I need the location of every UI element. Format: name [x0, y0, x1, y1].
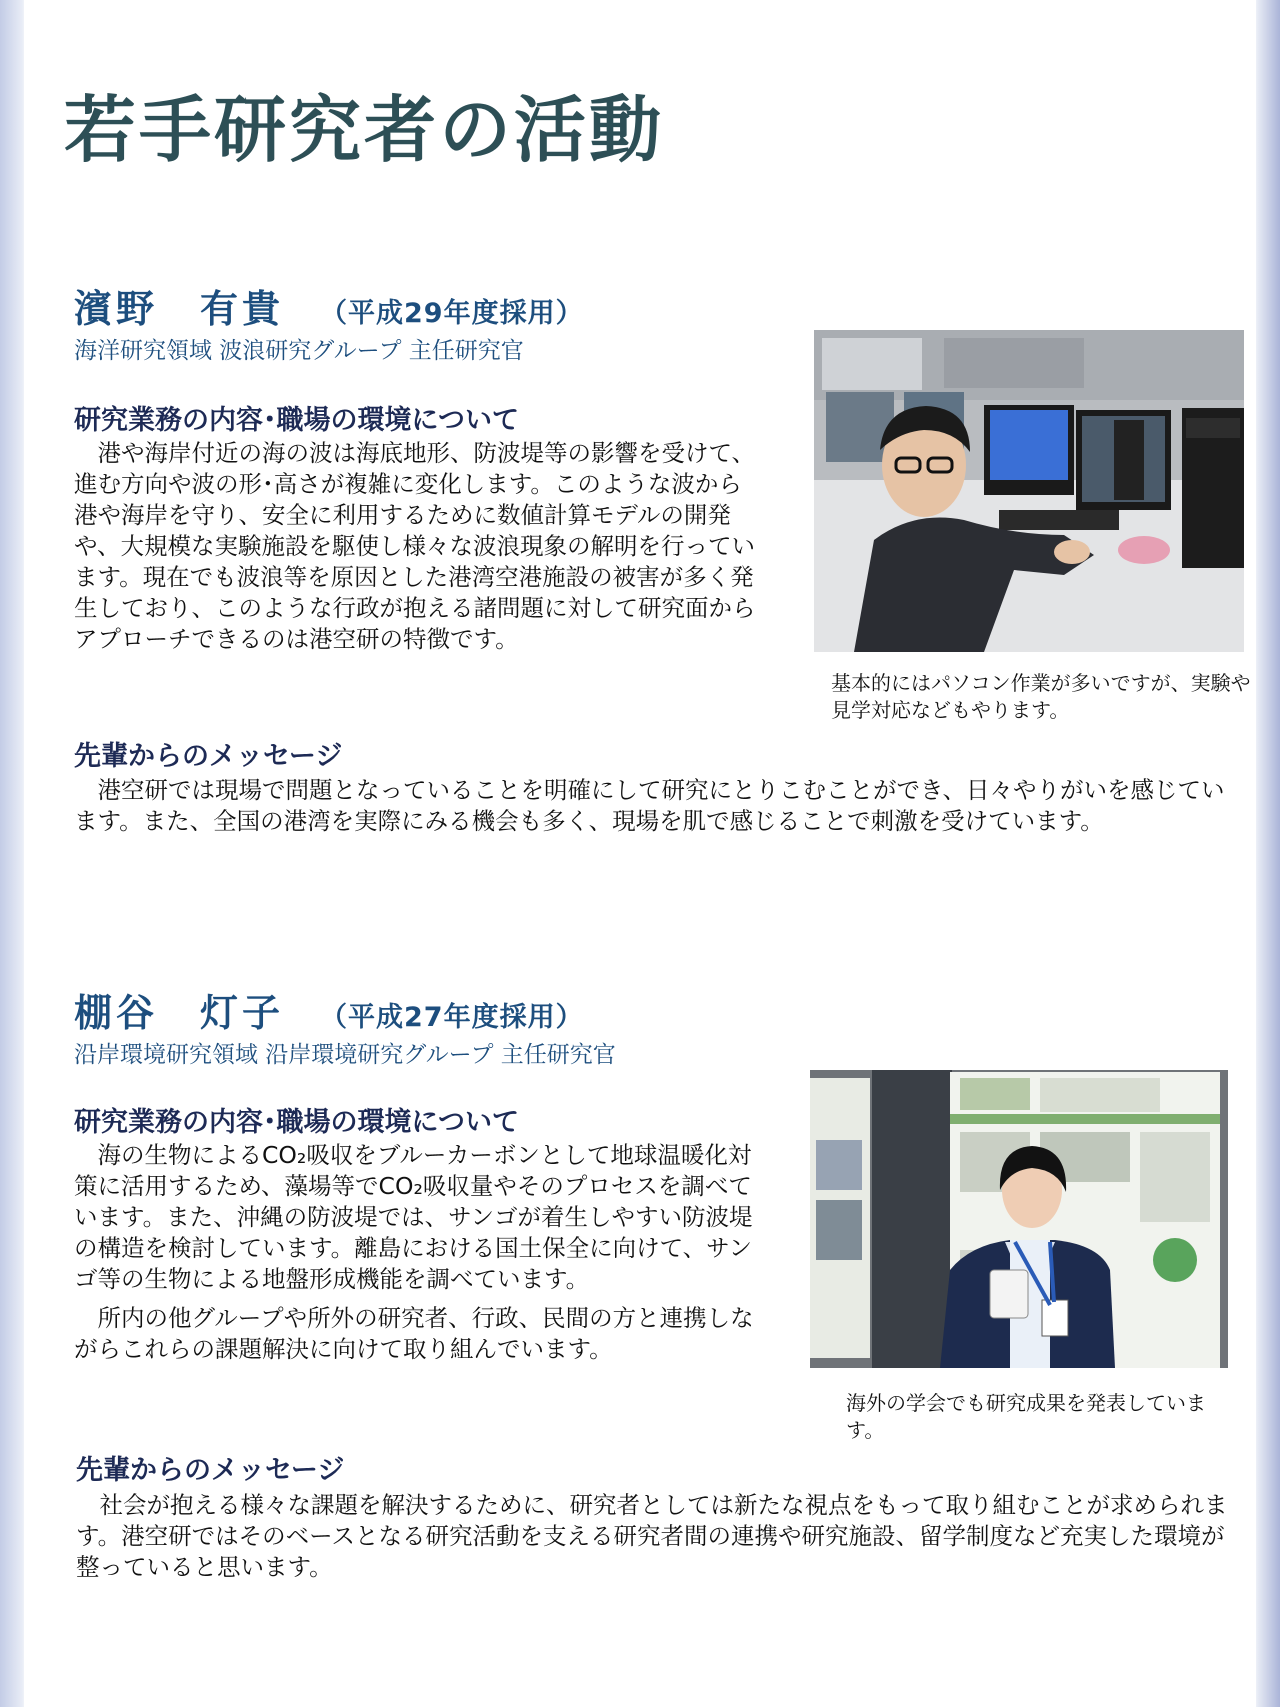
work-paragraph: 港や海岸付近の海の波は海底地形、防波堤等の影響を受けて、進む方向や波の形･高さが複雑に変化します。このような波から港や海岸を守り、安全に利用するために数値計算モデルの開発や、大規模な実験施設を駆使し様々な波浪現象の解明を行っています。現在でも波浪等を原因とした港湾空港施設の被害が多く発生しており、このような行政が抱える諸問題に対して研究面からアプローチできるのは港空研の特徴です。: [74, 439, 756, 653]
work-heading: 研究業務の内容･職場の環境について: [74, 1107, 519, 1138]
researcher-name-line: [74, 278, 584, 333]
researcher-name-line: [74, 982, 584, 1037]
work-heading: 研究業務の内容･職場の環境について: [74, 405, 519, 436]
work-paragraph: 所内の他グループや所外の研究者、行政、民間の方と連携しながらこれらの課題解決に向けて取り組んでいます。: [74, 1304, 754, 1363]
message: [76, 1490, 1236, 1583]
message-text: 港空研では現場で問題となっていることを明確にして研究にとりこむことができ、日々やりがいを感じています。また、全国の港湾を実際にみる機会も多く、現場を肌で感じることで刺激を受けています。: [74, 776, 1225, 835]
work-paragraph: 海の生物によるCO₂吸収をブルーカーボンとして地球温暖化対策に活用するため、藻場等でCO₂吸収量やそのプロセスを調べています。また、沖縄の防波堤では、サンゴが着生しやすい防波堤の構造を検討しています。離島における国土保全に向けて、サンゴ等の生物による地盤形成機能を調べています。: [74, 1141, 753, 1293]
message: [74, 775, 1234, 837]
researcher-name: 濱野 有貴: [74, 287, 285, 331]
work-description: [74, 438, 764, 655]
message-heading: 先輩からのメッセージ: [74, 741, 343, 772]
photo-man-at-computer: [814, 330, 1244, 652]
hire-year: （平成29年度採用）: [320, 298, 584, 329]
work-description: [74, 1140, 764, 1365]
photo-woman-at-poster: [810, 1070, 1228, 1368]
page-title: 若手研究者の活動: [64, 88, 665, 172]
affiliation: 沿岸環境研究領域 沿岸環境研究グループ 主任研究官: [74, 1042, 616, 1068]
researcher-name: 棚谷 灯子: [74, 991, 285, 1035]
photo-caption: 海外の学会でも研究成果を発表しています。: [846, 1391, 1206, 1442]
message-heading: 先輩からのメッセージ: [76, 1455, 345, 1486]
hire-year: （平成27年度採用）: [320, 1002, 584, 1033]
researcher-photo: [814, 330, 1244, 652]
affiliation: 海洋研究領域 波浪研究グループ 主任研究官: [74, 338, 524, 364]
message-text: 社会が抱える様々な課題を解決するために、研究者としては新たな視点をもって取り組むことが求められます。港空研ではそのベースとなる研究活動を支える研究者間の連携や研究施設、留学制度など充実した環境が整っていると思います。: [76, 1491, 1228, 1581]
photo-caption: 基本的にはパソコン作業が多いですが、実験や見学対応などもやります。: [831, 671, 1251, 722]
page: [24, 0, 1256, 1707]
researcher-photo: [810, 1070, 1228, 1368]
